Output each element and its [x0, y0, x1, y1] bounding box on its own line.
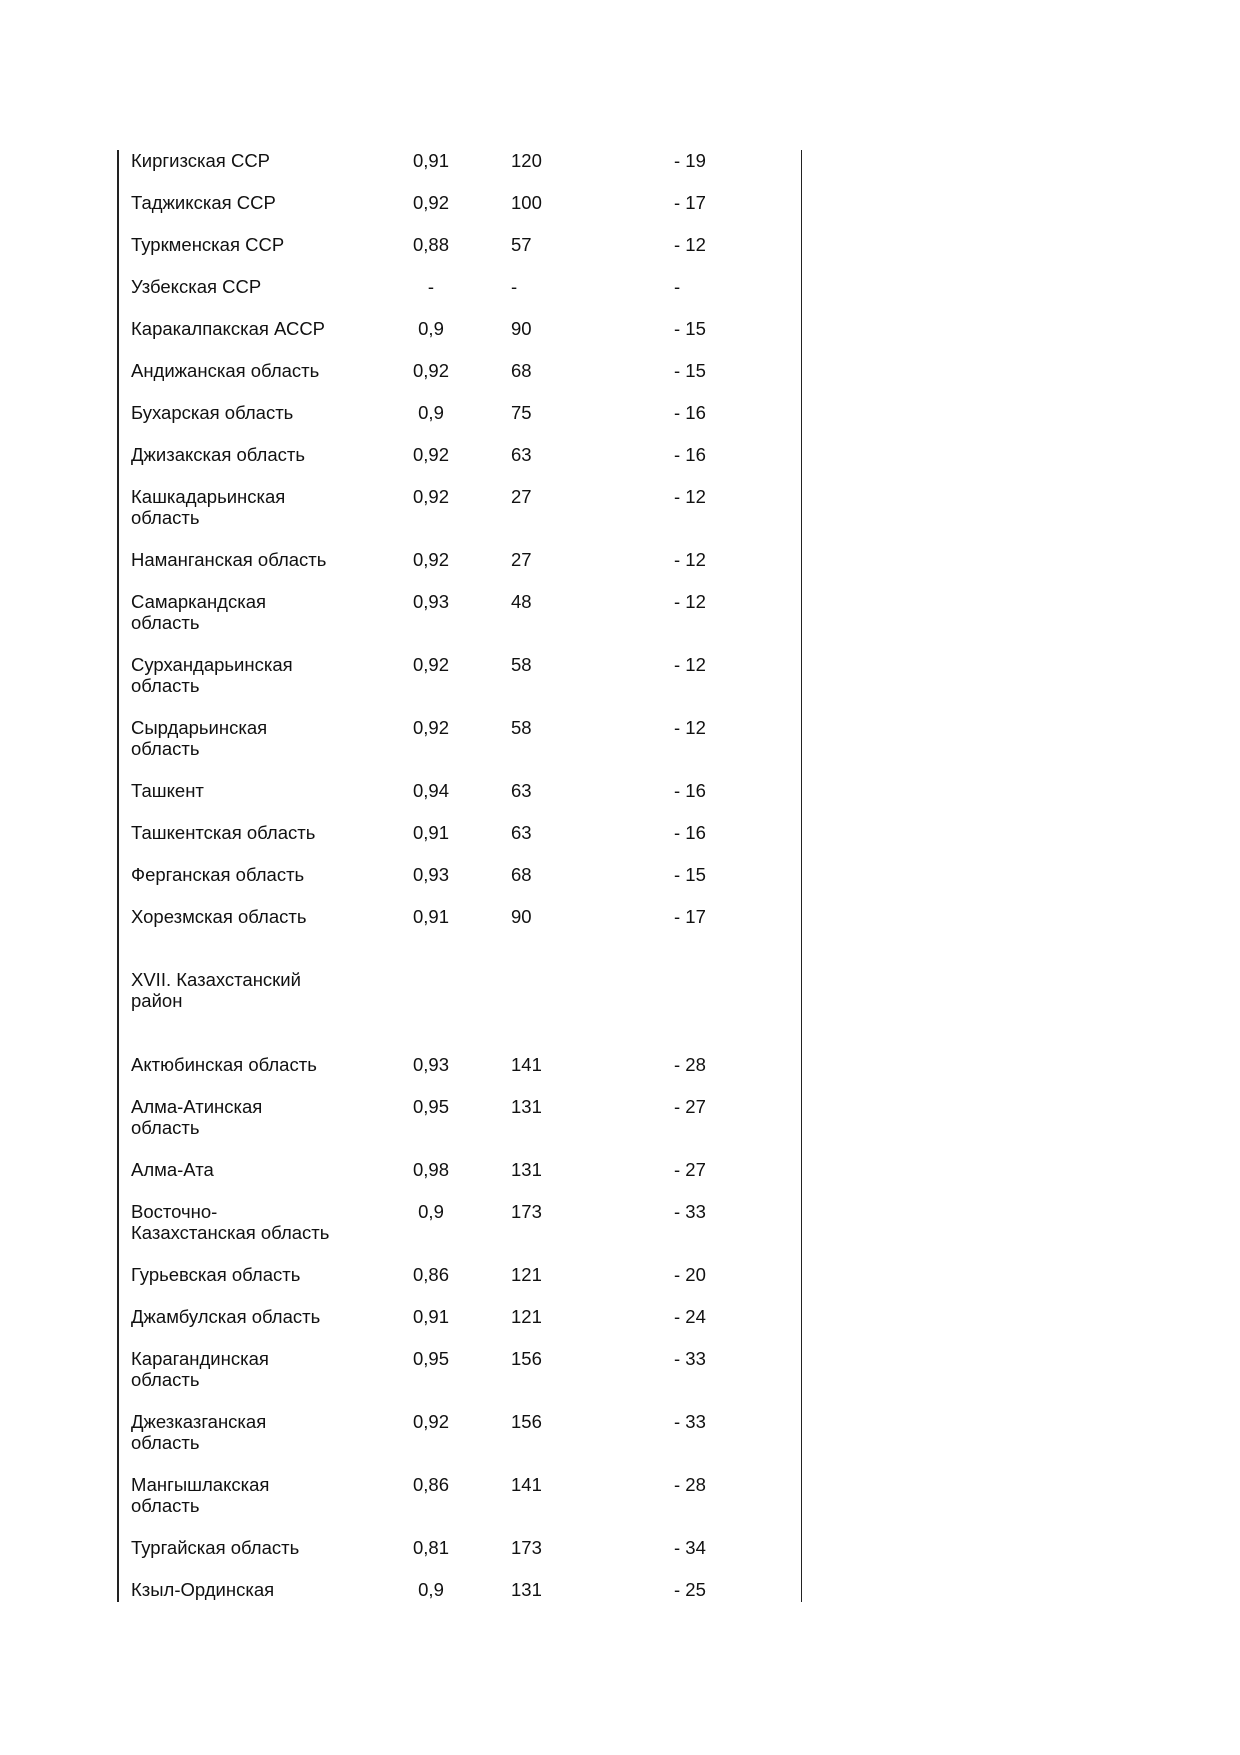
value-a: 0,92 — [412, 360, 449, 381]
region-name: Таджикская ССР — [131, 192, 276, 213]
value-b: 57 — [511, 234, 532, 255]
value-c: - 17 — [674, 192, 706, 213]
region-name: Ферганская область — [131, 864, 305, 885]
value-a: 0,92 — [412, 486, 449, 507]
value-a: 0,98 — [412, 1159, 449, 1180]
region-name: Тургайская область — [131, 1537, 300, 1558]
region-name: Мангышлакская — [131, 1474, 270, 1495]
region-name-line2: область — [131, 612, 200, 633]
value-a: 0,94 — [412, 780, 449, 801]
value-c: - 16 — [674, 780, 706, 801]
value-b: 131 — [511, 1096, 542, 1117]
section-heading: XVII. Казахстанский — [131, 969, 301, 990]
value-c: - 33 — [674, 1411, 706, 1432]
region-name-line2: область — [131, 507, 200, 528]
value-b: 141 — [511, 1474, 542, 1495]
value-a: 0,9 — [418, 402, 444, 423]
region-name: Киргизская ССР — [131, 150, 271, 171]
region-name: Джезказганская — [131, 1411, 267, 1432]
region-name-line2: Казахстанская область — [131, 1222, 330, 1243]
value-c: - 16 — [674, 822, 706, 843]
value-b: 63 — [511, 780, 532, 801]
value-c: - 33 — [674, 1201, 706, 1222]
value-a: 0,92 — [412, 549, 449, 570]
value-c: - 15 — [674, 318, 706, 339]
value-b: 131 — [511, 1159, 542, 1180]
value-a: 0,92 — [412, 1411, 449, 1432]
value-a: 0,93 — [412, 864, 449, 885]
value-b: 156 — [511, 1411, 542, 1432]
value-c: - 19 — [674, 150, 706, 171]
region-name: Гурьевская область — [131, 1264, 301, 1285]
value-a: 0,9 — [418, 1579, 444, 1600]
value-c: - 20 — [674, 1264, 706, 1285]
value-c: - — [674, 276, 681, 297]
region-name: Бухарская область — [131, 402, 294, 423]
value-a: 0,93 — [412, 591, 449, 612]
value-c: - 25 — [674, 1579, 706, 1600]
value-b: 121 — [511, 1306, 542, 1327]
value-c: - 34 — [674, 1537, 706, 1558]
value-a: 0,95 — [412, 1096, 449, 1117]
region-name: Восточно- — [131, 1201, 218, 1222]
value-b: 90 — [511, 318, 532, 339]
value-c: - 16 — [674, 444, 706, 465]
value-b: 63 — [511, 444, 532, 465]
value-a: 0,9 — [418, 318, 444, 339]
region-name: Джизакская область — [131, 444, 306, 465]
value-a: 0,92 — [412, 444, 449, 465]
value-b: 100 — [511, 192, 542, 213]
value-b: 90 — [511, 906, 532, 927]
value-a: 0,88 — [412, 234, 449, 255]
region-name: Актюбинская область — [131, 1054, 317, 1075]
region-name-line2: область — [131, 738, 200, 759]
value-b: 75 — [511, 402, 532, 423]
region-name: Кашкадарьинская — [131, 486, 286, 507]
value-b: 27 — [511, 549, 532, 570]
climate-table — [117, 150, 802, 1602]
value-c: - 16 — [674, 402, 706, 423]
value-c: - 24 — [674, 1306, 706, 1327]
value-c: - 12 — [674, 591, 706, 612]
value-a: 0,86 — [412, 1474, 449, 1495]
region-name: Сырдарьинская — [131, 717, 268, 738]
value-b: 173 — [511, 1201, 542, 1222]
value-b: 141 — [511, 1054, 542, 1075]
value-c: - 12 — [674, 549, 706, 570]
region-name: Узбекская ССР — [131, 276, 262, 297]
region-name: Ташкент — [131, 780, 204, 801]
value-a: 0,92 — [412, 717, 449, 738]
region-name: Каракалпакская АССР — [131, 318, 326, 339]
value-a: 0,91 — [412, 822, 449, 843]
value-a: 0,93 — [412, 1054, 449, 1075]
value-c: - 33 — [674, 1348, 706, 1369]
value-b: 27 — [511, 486, 532, 507]
value-a: 0,92 — [412, 192, 449, 213]
value-b: 48 — [511, 591, 532, 612]
value-b: 173 — [511, 1537, 542, 1558]
value-c: - 12 — [674, 486, 706, 507]
region-name: Джамбулская область — [131, 1306, 321, 1327]
region-name: Карагандинская — [131, 1348, 269, 1369]
value-b: 156 — [511, 1348, 542, 1369]
value-a: 0,91 — [412, 150, 449, 171]
value-b: 120 — [511, 150, 542, 171]
region-name-line2: область — [131, 675, 200, 696]
value-c: - 28 — [674, 1474, 706, 1495]
value-b: 58 — [511, 717, 532, 738]
region-name-line2: область — [131, 1117, 200, 1138]
value-b: 121 — [511, 1264, 542, 1285]
region-name: Туркменская ССР — [131, 234, 285, 255]
value-a: 0,81 — [412, 1537, 449, 1558]
value-b: - — [511, 276, 518, 297]
value-a: 0,9 — [418, 1201, 444, 1222]
value-c: - 15 — [674, 864, 706, 885]
region-name: Наманганская область — [131, 549, 327, 570]
region-name: Хорезмская область — [131, 906, 307, 927]
value-c: - 15 — [674, 360, 706, 381]
region-name: Самаркандская — [131, 591, 267, 612]
value-c: - 12 — [674, 234, 706, 255]
region-name: Андижанская область — [131, 360, 320, 381]
value-b: 58 — [511, 654, 532, 675]
value-c: - 28 — [674, 1054, 706, 1075]
value-b: 68 — [511, 360, 532, 381]
value-c: - 12 — [674, 654, 706, 675]
region-name: Кзыл-Ординская — [131, 1579, 275, 1600]
region-name-line2: область — [131, 1495, 200, 1516]
value-b: 63 — [511, 822, 532, 843]
value-a: 0,91 — [412, 1306, 449, 1327]
value-a: 0,95 — [412, 1348, 449, 1369]
value-b: 68 — [511, 864, 532, 885]
value-a: 0,91 — [412, 906, 449, 927]
value-b: 131 — [511, 1579, 542, 1600]
value-c: - 27 — [674, 1159, 706, 1180]
value-c: - 12 — [674, 717, 706, 738]
section-heading-line2: район — [131, 990, 183, 1011]
value-a: 0,92 — [412, 654, 449, 675]
value-c: - 27 — [674, 1096, 706, 1117]
region-name: Алма-Атинская — [131, 1096, 263, 1117]
value-a: - — [427, 276, 435, 297]
region-name: Сурхандарьинская — [131, 654, 293, 675]
region-name: Ташкентская область — [131, 822, 316, 843]
value-c: - 17 — [674, 906, 706, 927]
region-name-line2: область — [131, 1432, 200, 1453]
region-name-line2: область — [131, 1369, 200, 1390]
region-name: Алма-Ата — [131, 1159, 214, 1180]
value-a: 0,86 — [412, 1264, 449, 1285]
